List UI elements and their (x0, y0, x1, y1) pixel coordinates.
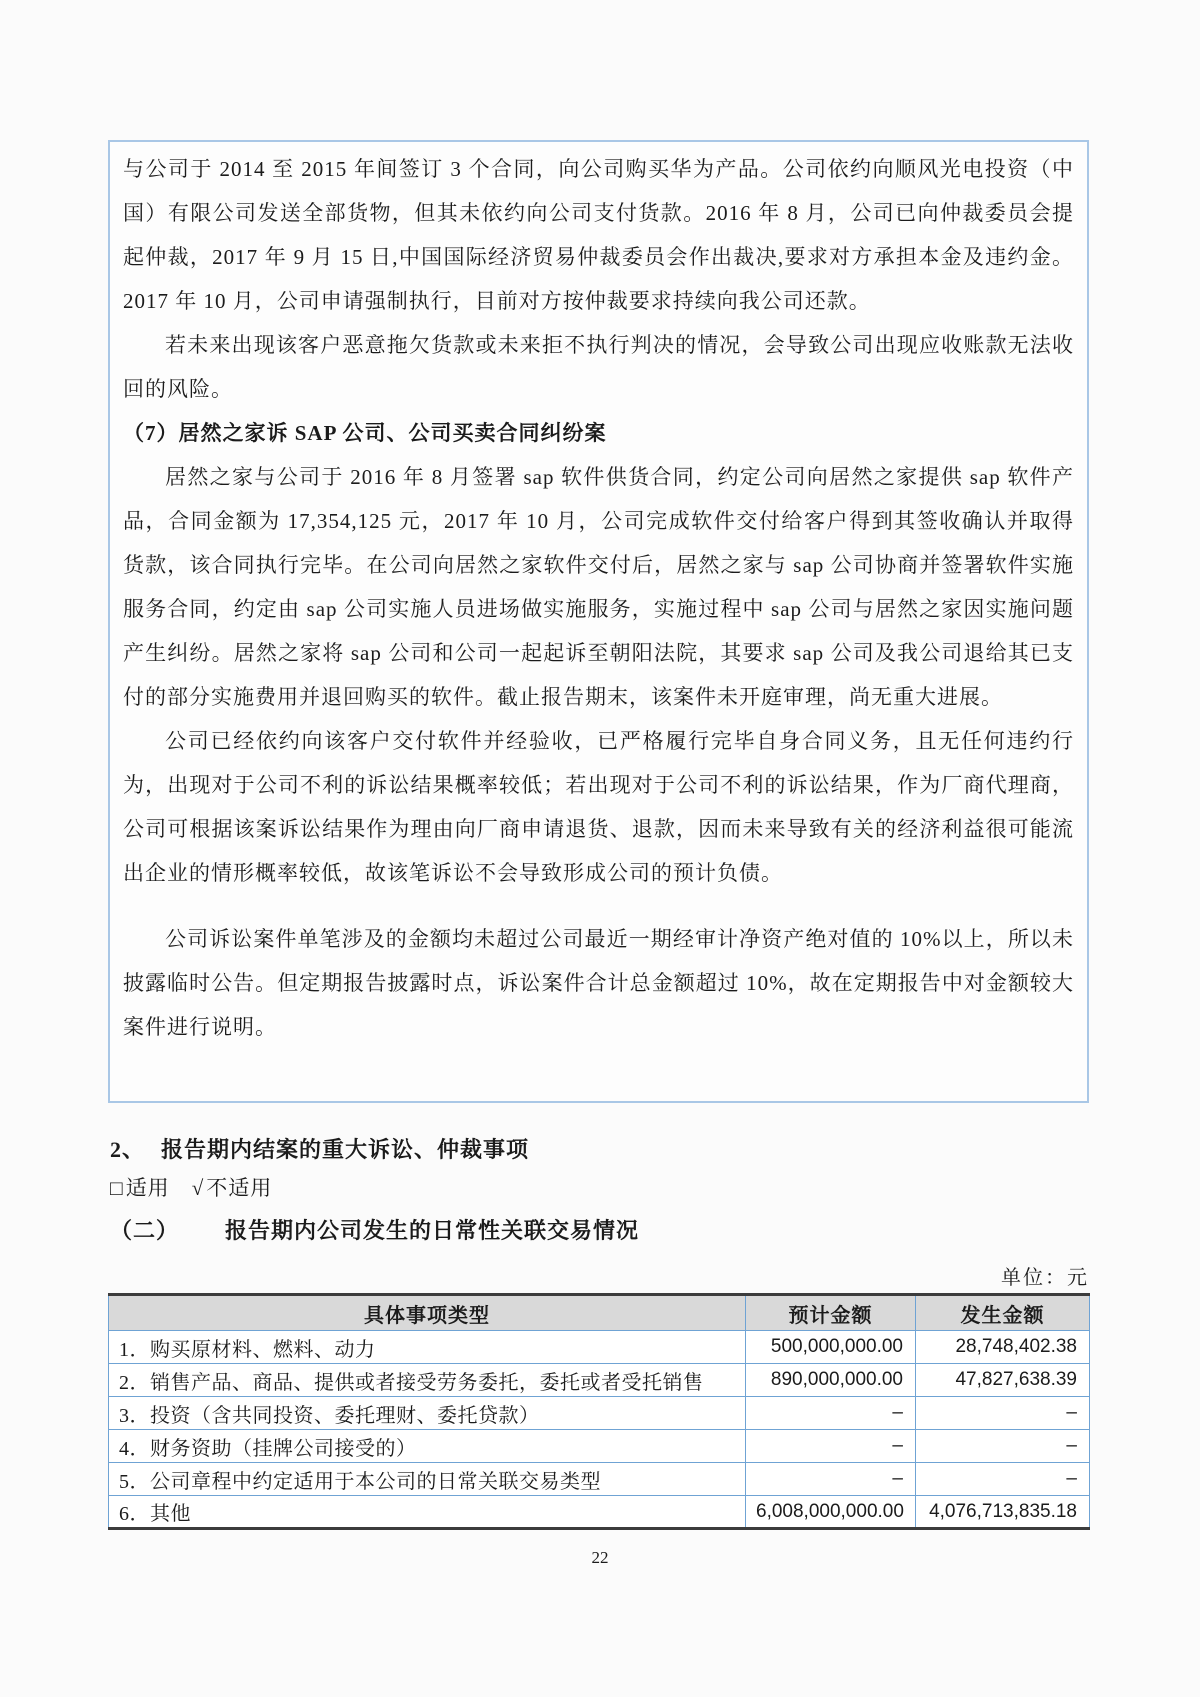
cell-estimated: – (746, 1463, 916, 1496)
related-transactions-table (108, 1293, 1090, 1530)
paragraph-case7-facts: 居然之家与公司于 2016 年 8 月签署 sap 软件供货合同，约定公司向居然之家提供 sap 软件产品，合同金额为 17,354,125 元，2017 年 10 月，公司完成软件交付给客户得到其签收确认并取得货款，该合同执行完毕。在公司向居然之家软件交付后，居然之家与 sap 公司协商并签署软件实施服务合同，约定由 sap 公司实施人员进场做实施服务，实施过程中 sap 公司与居然之家因实施问题产生纠纷。居然之家将 sap 公司和公司一起起诉至朝阳法院，其要求 sap 公司及我公司退给其已支付的部分实施费用并退回购买的软件。截止报告期末，该案件未开庭审理，尚无重大进展。 (123, 465, 1074, 709)
unit-label: 单位：元 (1001, 1267, 1089, 1289)
table-row (109, 1364, 1090, 1397)
column-header-type: 具体事项类型 (109, 1295, 746, 1331)
cell-type: 3．投资（含共同投资、委托理财、委托贷款） (109, 1397, 746, 1430)
cell-type: 1．购买原材料、燃料、动力 (109, 1331, 746, 1364)
cell-estimated: 500,000,000.00 (746, 1331, 916, 1364)
paragraph-case7-assessment: 公司已经依约向该客户交付软件并经验收，已严格履行完毕自身合同义务，且无任何违约行为，出现对于公司不利的诉讼结果概率较低；若出现对于公司不利的诉讼结果，作为厂商代理商，公司可根据该案诉讼结果作为理由向厂商申请退货、退款，因而未来导致有关的经济利益很可能流出企业的情形概率较低，故该笔诉讼不会导致形成公司的预计负债。 (123, 729, 1074, 885)
cell-actual: – (916, 1397, 1090, 1430)
cell-actual: 4,076,713,835.18 (916, 1496, 1090, 1529)
cell-estimated: – (746, 1397, 916, 1430)
cell-type: 4．财务资助（挂牌公司接受的） (109, 1430, 746, 1463)
not-applicable-label: 不适用 (206, 1176, 273, 1200)
cell-type: 5．公司章程中约定适用于本公司的日常关联交易类型 (109, 1463, 746, 1496)
table-row (109, 1463, 1090, 1496)
cell-actual: 47,827,638.39 (916, 1364, 1090, 1397)
table-row (109, 1496, 1090, 1529)
applicable-label: 适用 (125, 1176, 170, 1200)
column-header-estimated: 预计金额 (746, 1295, 916, 1331)
cell-actual: – (916, 1463, 1090, 1496)
paragraph-disclosure-note: 公司诉讼案件单笔涉及的金额均未超过公司最近一期经审计净资产绝对值的 10%以上，所以未披露临时公告。但定期报告披露时点，诉讼案件合计总金额超过 10%，故在定期报告中对金额较大案件进行说明。 (123, 927, 1074, 1039)
cell-actual: – (916, 1430, 1090, 1463)
table-row (109, 1430, 1090, 1463)
cell-estimated: 6,008,000,000.00 (746, 1496, 916, 1529)
cell-actual: 28,748,402.38 (916, 1331, 1090, 1364)
cell-estimated: – (746, 1430, 916, 1463)
cell-type: 2．销售产品、商品、提供或者接受劳务委托，委托或者受托销售 (109, 1364, 746, 1397)
section-prefix: （二） (110, 1218, 180, 1243)
case7-heading: （7）居然之家诉 SAP 公司、公司买卖合同纠纷案 (123, 421, 607, 445)
paragraph-arbitration-case: 与公司于 2014 至 2015 年间签订 3 个合同，向公司购买华为产品。公司依约向顺风光电投资（中国）有限公司发送全部货物，但其未依约向公司支付货款。2016 年 8 月，公司已向仲裁委员会提起仲裁，2017 年 9 月 15 日,中国国际经济贸易仲裁委员会作出裁决,要求对方承担本金及违约金。2017 年 10 月，公司申请强制执行，目前对方按仲裁要求持续向我公司还款。 (123, 157, 1074, 313)
table-row (109, 1331, 1090, 1364)
page-number: 22 (591, 1548, 609, 1567)
column-header-actual: 发生金额 (916, 1295, 1090, 1331)
litigation-text-block (108, 140, 1089, 1103)
cell-type: 6．其他 (109, 1496, 746, 1529)
table-row (109, 1397, 1090, 1430)
checkbox-unchecked-icon: □ (110, 1176, 124, 1200)
cell-estimated: 890,000,000.00 (746, 1364, 916, 1397)
table-header-row (109, 1295, 1090, 1331)
section-closed-cases-heading (110, 1133, 1090, 1164)
check-icon: √ (191, 1176, 205, 1200)
section-title: 报告期内公司发生的日常性关联交易情况 (225, 1218, 640, 1243)
section-related-transactions-heading (110, 1214, 1090, 1245)
section-number: 2、 (110, 1137, 146, 1162)
paragraph-risk-statement: 若未来出现该客户恶意拖欠货款或未来拒不执行判决的情况，会导致公司出现应收账款无法收回的风险。 (123, 333, 1074, 401)
applicability-line (110, 1172, 1090, 1202)
section-title: 报告期内结案的重大诉讼、仲裁事项 (161, 1137, 530, 1162)
